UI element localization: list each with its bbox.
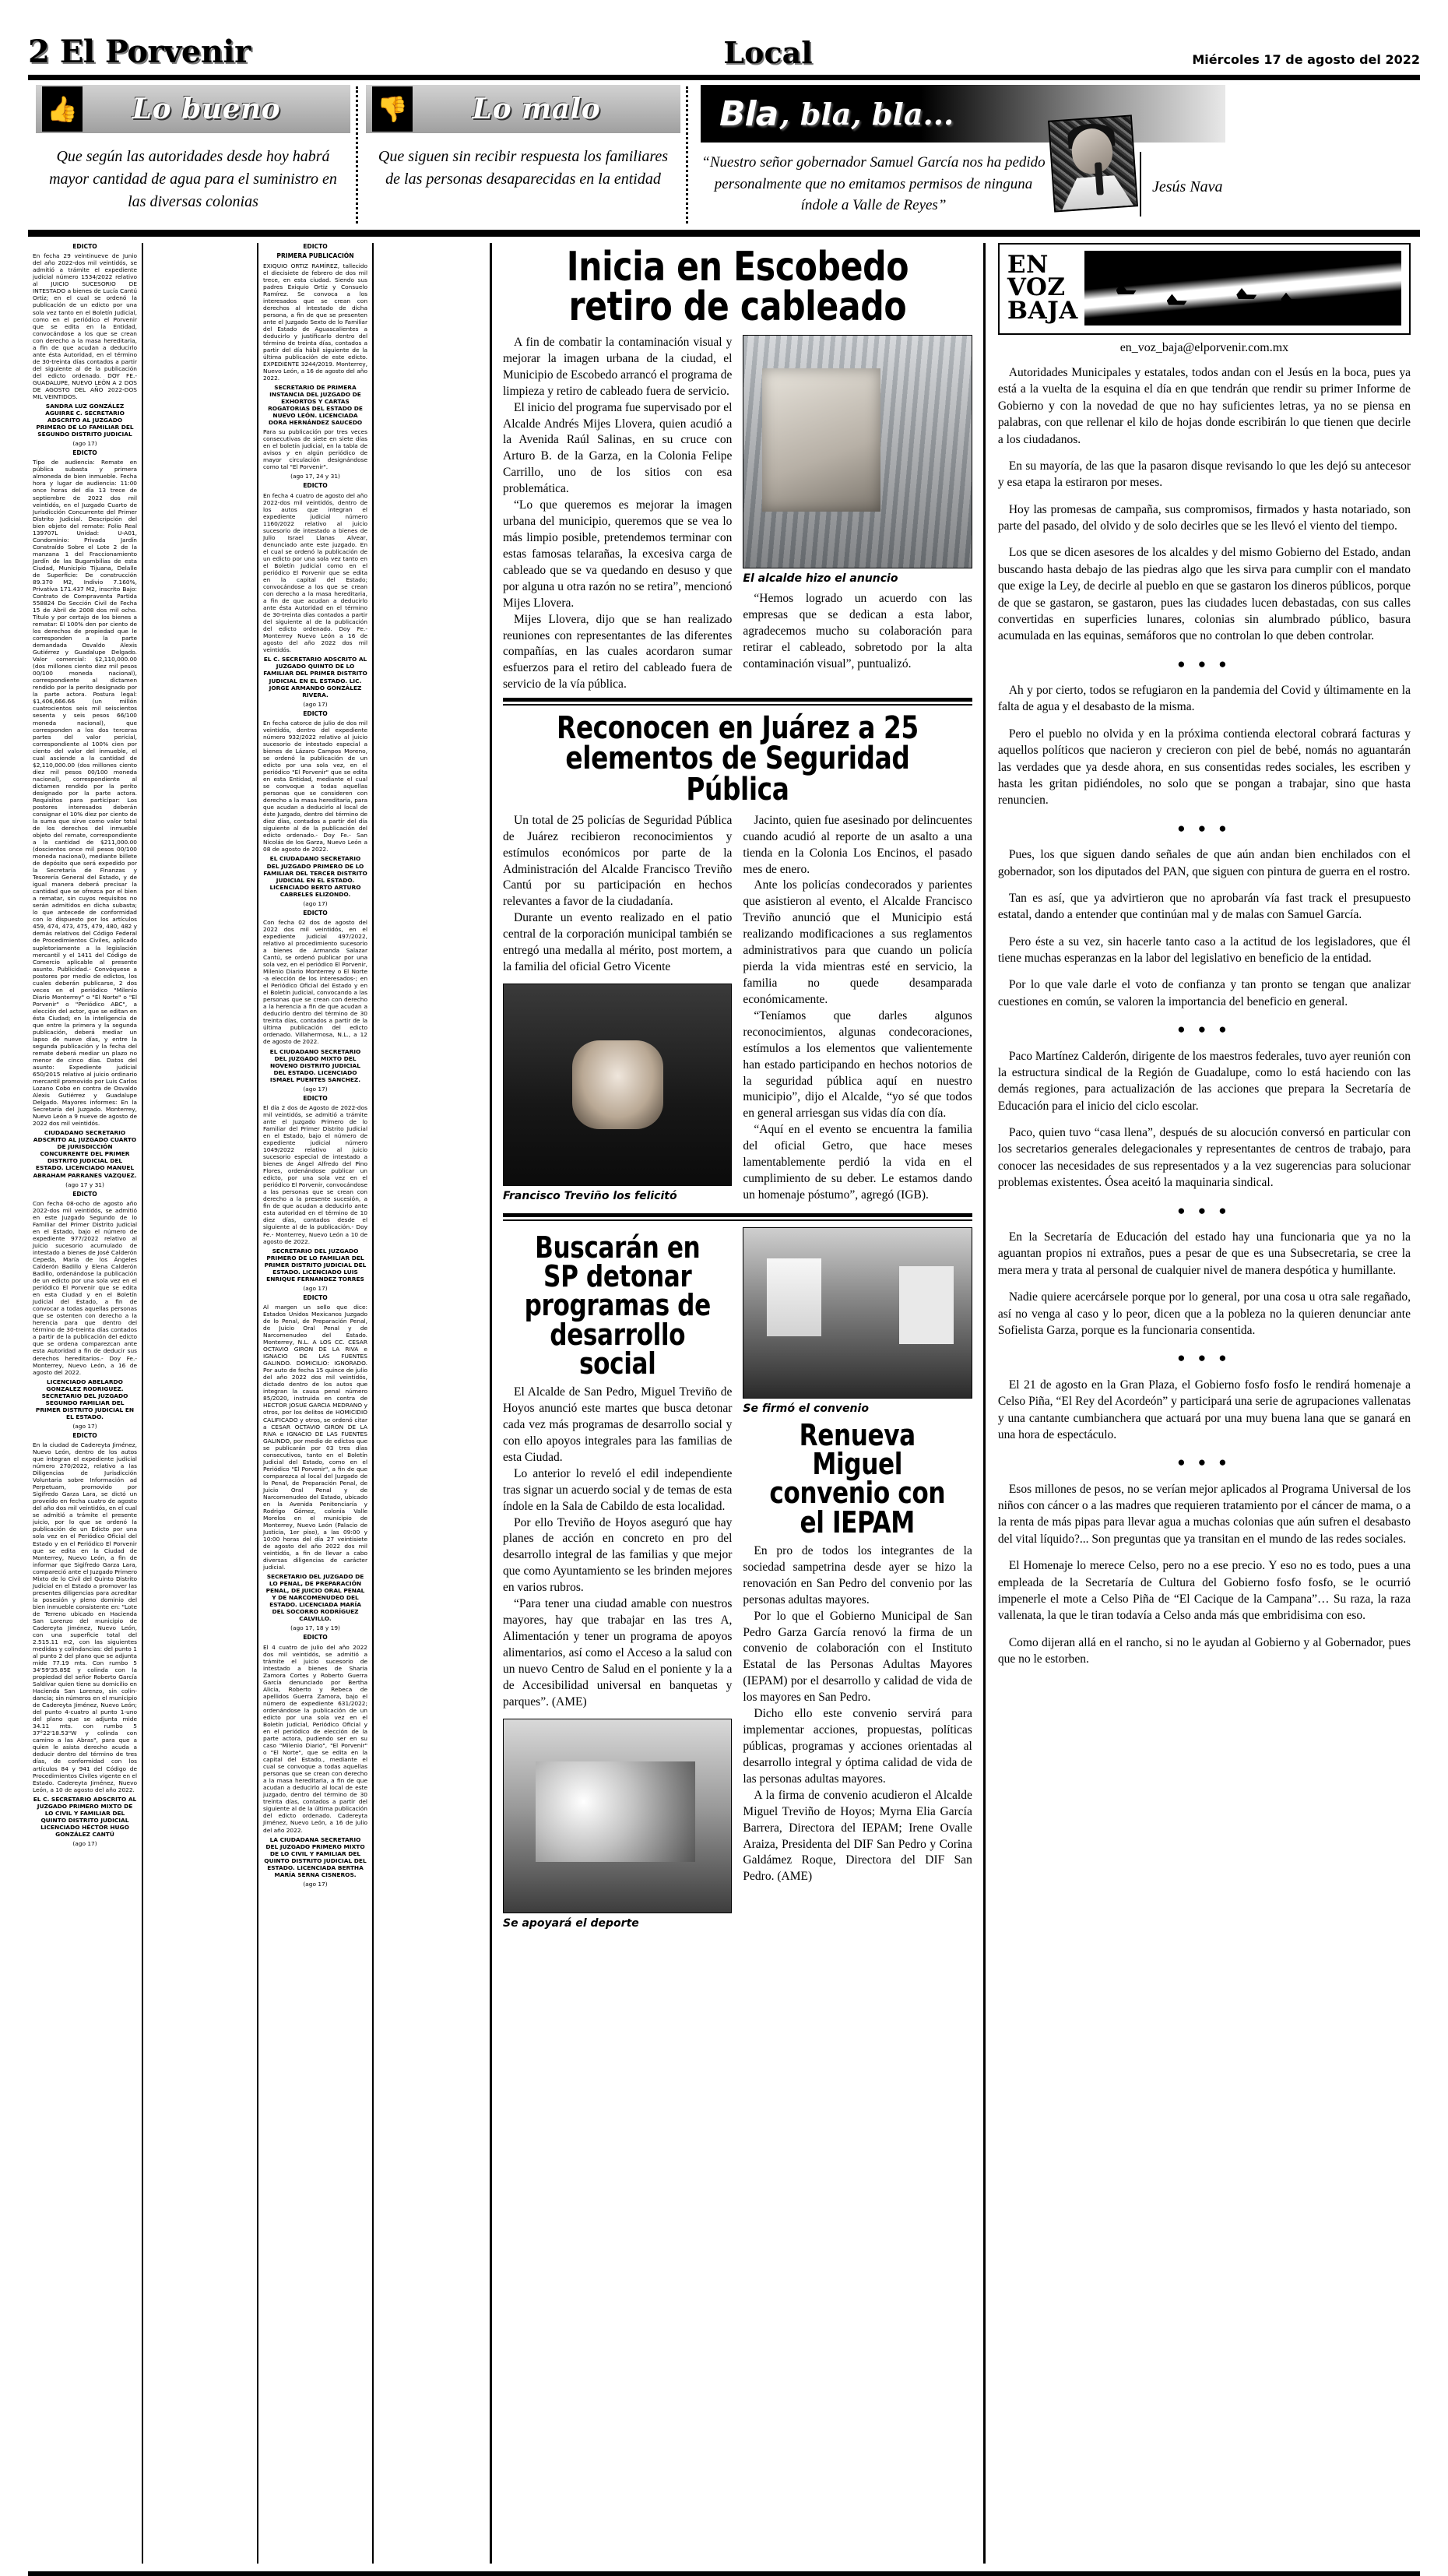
edict-title: EDICTO <box>303 1634 328 1642</box>
edict-title: EDICTO <box>72 449 97 457</box>
en-voz-baja-header <box>998 243 1411 335</box>
article-paragraph: Ante los policías condecorados y parientes que asistieron al evento, el Alcalde Francisco Treviño anunció que el Municipio está realizando modificaciones a sus reglamentos administrativos para que cuando un policía pierda la vida mientras esté en servicio, la familia no quede desamparada económicamente. <box>743 878 972 1006</box>
opinion-paragraph: El Homenaje lo merece Celso, pero no a ese precio. Y eso no es todo, pues a una empleada de la Secretaría de Cultura del Gobierno fosfo fosfo, se le ocurrió impenerle el mote a Celso Piña de “El Cacique de la Campana”… Su raza, la raza vallenata, la que le tiran todavía a Celso anda más que embridisima con eso. <box>997 1559 1411 1623</box>
edict-date: (ago 17) <box>303 700 328 708</box>
en-voz-baja-title: EN VOZ BAJA <box>1007 251 1078 325</box>
caption-reconocimiento: Francisco Treviño los felicitó <box>503 1189 677 1202</box>
article-juarez-col1-wrap <box>503 813 732 1209</box>
photo-deporte <box>503 1719 732 1913</box>
headline-juarez: Reconocen en Juárez a 25 elementos de Seguridad Pública <box>557 710 919 808</box>
bla-title-rest: , bla, bla... <box>779 96 954 132</box>
news-column <box>490 243 986 2564</box>
edict-body: En fecha 4 cuatro de agosto del año 2022-dos mil veintidós, dentro de los autos que integran el expediente judicial número 1160/2022 relativo al juicio sucesorio de intestado a bienes de Julio Israel Llanas Alvear, denunciado ante este juzgado. En el cual se ordenó la publicación de un edicto por una sola vez tanto en el Boletín Judicial como en el periódico El Porvenir que se edita en la capital del Estado; convocándose a los que se crean con derecho a la masa hereditaria, a fin de que acudan a deducirlo ante ésta Autoridad en el término de 30-treinta días contados a partir del siguiente al de la publicación del edicto ordenado. Doy Fe.- Monterrey Nuevo León a 16 de agosto del año 2022 dos mil veintidós. <box>263 491 367 654</box>
edict-date: (ago 17, 18 y 19) <box>290 1624 340 1632</box>
edict-body: El 4 cuatro de julio del año 2022 dos mil veintidós, se admitió a trámite el juicio sucesorio de intestado a bienes de Sharia Zamora Cortes y Roberto Guerra García denunciado por Bertha Alicia, Roberto y Rebeca de apellidos Guerra Zamora, bajo el número de expediente 631/2022; ordenándose la publicación de un edicto por una sola vez en el Boletín Judicial, Periódico Oficial y en el periódico de elección de la parte actora, pudiendo ser en su caso "Milenio Diario", "El Porvenir" o "El Norte", que se edita en la capital del Estado., mediante el cual se convoque a todas aquellas personas que se crean con derecho a la masa hereditaria, a fin de que acudan a deducirlo al local de este juzgado, dentro del término de 30 treinta días, contados a partir del siguiente al de la última publicación del edicto ordenado. Cadereyta Jiménez, Nuevo León, a 16 de julio del año 2022. <box>263 1643 367 1834</box>
opinion-paragraph: Paco, quien tuvo “casa llena”, después de su alocución conversó en particular con los secretarios generales delegacionales y representantes de centros de trabajo, para conocer las necesidades de sus representados y a la vez sugerencias para solucionar problemas existentes. Ósea aceitó la maquinaria sindical. <box>997 1126 1411 1190</box>
banner-lo-malo <box>358 85 688 225</box>
headline-iepam: Renueva Miguel convenio con el IEPAM <box>769 1417 946 1540</box>
photo-convenio <box>743 1227 972 1399</box>
article-juarez-col2 <box>743 813 972 1209</box>
edict-column-3 <box>258 243 374 2564</box>
caption-convenio: Se firmó el convenio <box>743 1402 869 1415</box>
edict-date: (ago 17 y 31) <box>65 1181 104 1188</box>
article-paragraph: A la firma de convenio acudieron el Alcalde Miguel Treviño de Hoyos; Myrna Elia García Barrera, Directora del IEPAM; Irene Ovalle Araiza, Presidenta del DIF San Pedro y Corina Galdámez Roque, Directora del DIF San Pedro. (AME) <box>743 1788 972 1884</box>
edict-date: (ago 17) <box>303 899 328 907</box>
page-bottom-rule <box>28 2571 1420 2576</box>
article-paragraph: “Hemos logrado un acuerdo con las empresas que se dedican a esta labor, agradecemos mucho su colaboración para retirar el cableado, sobretodo por la alta contaminación visual”, puntualizó. <box>743 591 972 670</box>
opinion-paragraph: Paco Martínez Calderón, dirigente de los maestros federales, tuvo ayer reunión con la estructura sindical de la Región de Guadalupe, como lo está haciendo con las demás regiones, para actualización de las acciones que prepara la Secretaría de Educación para el inicio del ciclo escolar. <box>997 1049 1411 1113</box>
opinion-paragraph: En su mayoría, de las que la pasaron disque revisando lo que les dejó su antecesor y esa etapa la estiraron por meses. <box>997 459 1411 490</box>
lo-bueno-text: Que según las autoridades desde hoy habrá mayor cantidad de agua para el suministro en las diversas colonias <box>49 148 337 210</box>
article-divider-1 <box>503 698 972 706</box>
opinion-paragraph: Pero el pueblo no olvida y en la próxima contienda electoral cobrará facturas y aquellos políticos que nacieron y crecieron con piel de bebé, nomás no aguantarán las verdades que ya desde ahora, en sus consentidas redes sociales, les escriben y hasta les gritan pidiéndoles, no solo que se pongan a trabajar, sino que hasta renuncien. <box>997 727 1411 808</box>
opinion-paragraph: Nadie quiere acercársele porque por lo general, por una cosa u otra sale regañado, así no venga al caso y lo peor, dicen que a la pobleza no la quieren denunciar ante Sofielista Garza, porque es la funcionaria consentida. <box>997 1290 1411 1337</box>
article-paragraph: Un total de 25 policías de Seguridad Pública de Juárez recibieron reconocimientos y estímulos económicos por parte de la Administración del Alcalde Francisco Treviño Cantú por su participación en hechos relevantes a favor de la ciudadanía. <box>503 813 733 909</box>
edict-title: EDICTO <box>72 1190 97 1198</box>
article-sanpedro-iepam <box>503 1227 972 1936</box>
article-paragraph: Por ello Treviño de Hoyos aseguró que hay planes de acción en concreto en pro del desarrollo integral de las familias y que mejor que como Ayuntamiento se les brinden mejores en varios rubros. <box>503 1515 733 1595</box>
caption-cableado: El alcalde hizo el anuncio <box>743 572 898 585</box>
edict-body: En fecha 29 veintinueve de Junio del año 2022-dos mil veintidós, se admitió a trámite el expediente judicial número 1534/2022 relativo al JUICIO SUCESORIO DE INTESTADO a bienes de Lucía Cantú Ortiz; en el cual se ordenó la publicación de un edicto por una sola vez tanto en el Boletín Judicial, como en el periódico el Porvenir que se edita en la Entidad, convocándose a los que se crean con derecho a la masa hereditaria, a fin de que acudan a deducirlo ante ésta Autoridad, en el término de 30-treinta días contados a partir del siguiente al de la publicación del edicto ordenado. DOY FE.- GUADALUPE, NUEVO LEÓN A 2 DOS DE AGOSTO DEL AÑO 2022-DOS MIL VEINTIDOS. <box>33 252 137 400</box>
page-title: 2 El Porvenir <box>28 33 251 70</box>
article-paragraph: “Teníamos que darles algunos reconocimientos, algunas condecoraciones, estímulos a los elementos que valientemente han estado participando en hechos notorios de la seguridad pública aquí en nuestro municipio”, dijo el Alcalde, “yo sé que todos en general arriesgan sus vidas día con día. <box>743 1008 972 1121</box>
edict-date: (ago 17) <box>303 1284 328 1292</box>
edict-date: (ago 17) <box>72 440 97 448</box>
edict-title: EDICTO <box>303 709 328 717</box>
opinion-body <box>998 364 1411 1667</box>
photo-cableado <box>743 335 972 568</box>
edict-signoff: SECRETARIO DEL JUZGADO DE LO PENAL, DE PREPARACIÓN PENAL, DE JUICIO ORAL PENAL Y DE NARCOMENUDEO DEL ESTADO. LICENCIADA MARÍA DEL SOCORRO RODRÍGUEZ CALVILLO. <box>265 1573 365 1623</box>
lo-bueno-strip <box>36 85 350 133</box>
article-paragraph: Mijes Llovera, dijo que se han realizado reuniones con representantes de las diferentes compañías, en las cuales acordaron sumar esfuerzos para el retiro del cableado fuera de servicio de la vía pública. <box>503 612 733 692</box>
edict-body: Al margen un sello que dice: Estados Unidos Mexicanos Juzgado de lo Penal, de Preparación Penal, de Juicio Oral Penal y de Narcomenudeo del Estado. Monterrey, N.L. A LOS CC. CESAR OCTAVIO GIRON DE LA RIVA e IGNACIO DE LAS FUENTES GALINDO. DOMICILIO: IGNORADO. Por auto de fecha 15 quince de julio del año 2022 dos mil veintidós, dictado dentro de los autos que integran la causa penal número 85/2020, instruida en contra de HECTOR JOSUE GARCIA MEDRANO y otros, por los delitos de HOMICIDIO CALIFICADO y otros, se ordenó citar a CESAR OCTAVIO GIRON DE LA RIVA e IGNACIO DE LAS FUENTES GALINDO, por medio de edictos que se publicarán por 03 tres días consecutivos, tanto en el Boletín Judicial del Estado, como en el Periódico "El Porvenir", a fin de que comparezca al local del Juzgado de lo Penal, de Preparación Penal, de Juicio Oral Penal y de Narcomenudeo del Estado, ubicado en la Avenida Penitenciaría y Rodrigo Gómez, colonia Valle Morelos en el municipio de Monterrey, Nuevo León (Palacio de Justicia, 1er piso), a las 09:00 y 10:00 horas del día 27 veintisiete de agosto del año 2022 dos mil veintidós, a fin de llevar a cabo diversas diligencias de carácter judicial. <box>263 1304 367 1571</box>
quoted-person-photo <box>1048 114 1138 212</box>
edict-body: Tipo de audiencia: Remate en pública subasta y primera almoneda de bien inmueble. Fecha hora y lugar de audiencia: 11:00 once horas del día 13 trece de septiembre de 2022 dos mil veintidós, en el Juzgado Cuarto de Jurisdicción Concurrente del Primer Distrito Judicial. Descripción del bien objeto del remate: Folio Real 139707L Unidad: U-A01, Condominio: Privada Jardín Constraído Sobre el Lote 2 de la manzana 1 del Fraccionamiento Jardín de las Bugambilias de esta Ciudad, Municipio Tijuana, Delalle de Superficie: De construcción 89.370 M2, Indivio 7.160%, Privativa 171.437 M2, inscrito Bajo: Contrato de Compraventa Partida 558824 Do Sección Civil de Fecha 15 de Abril de 2008 dos mil ocho. Título y por certajo de los bienes a rematar: El 100% den por ciento de los derechos de propiedad que le corresponden a la parte demandada Osvaldo Alexis Gutiérrez y Guadalupe Delgado. Valor comercial: $2,110,000.00 (dos millones ciento diez mil pesos 00/100 moneda nacional), correspondiente al dictamen rendido por la perito designado por la parte actora. Postura legal: $1,406,666.66 (un millón cuatrocientos seis mil seiscientos sesenta y seis pesos 66/100 moneda nacional), que corresponden a los dos terceras partes del valor pericial, correspondiente al 100% cien por ciento del valor del inmueble, el cual asciende a la cantidad de $2,110,000.00 (dos millones ciento diez mil pesos 00/100 moneda nacional), correspondiente al dictamen rendido por la perito designado por la parte actora. Requisitos para participar: Los postores interesados deberán consignar el 10% diez por ciento de la suma que sirve como valor total de los derechos del inmueble objeto del remate, correspondiente a la cantidad de $211,000.00 (doscientos once mil pesos 00/100 moneda nacional), mediante billete de depósito que será expedido por la Secretaría de Finanzas y Tesorería General del Estado, y de igual manera deberá precisar la cantidad que se ofrezca por el bien a rematar, sin cuyos requisitos no serán admitidos en dicha subasta; lo que antecede de conformidad con lo dispuesto por los artículos 459, 474, 473, 475, 479, 480, 482 y demás relativos del Código Federal de Procedimientos Civiles, aplicado supletoriamente a la legislación mercantil y el 1411 del Código de Comercio aplicable al presente asunto. Publicidad.- Convóquese a postores por medio de edictos, los cuales deberán publicarse, 2 dos veces en el periódico "Milenio Diario Monterrey" o "El Norte" o "El Porvenir" o "Periódico ABC", a elección del actor, que se editan en ésta Ciudad; en la inteligencia de que entre la primera y la segunda publicación, deberá mediar un lapso de nueve días, y entre la segunda publicación y la fecha del remate deberá mediar un plazo no menor de cinco días. Datos del asunto: Expediente judicial 650/2015 relativo al juicio ordinario mercantil promovido por Luis Carlos Lozano Cobo en contra de Osvaldo Alexis Gutiérrez y Guadalupe Delgado. Mayores informes: En la Secretaría del Juzgado. Monterrey, Nuevo León a 9 nueve de agosto de 2022 dos mil veintidós. <box>33 459 137 1128</box>
article-juarez-col1 <box>503 813 732 976</box>
edict-date: (ago 17) <box>303 1085 328 1093</box>
edict-date: (ago 17) <box>72 1422 97 1430</box>
edict-date: (ago 17, 24 y 31) <box>290 473 340 480</box>
article-escobedo <box>503 244 972 693</box>
banner-lo-bueno <box>28 85 358 225</box>
article-paragraph: Por lo que el Gobierno Municipal de San Pedro Garza García renovó la firma de un convenio de colaboración con el Instituto Estatal de las Personas Adultas Mayores (IEPAM) por el desarrollo y calidad de vida de los mayores en San Pedro. <box>743 1609 972 1705</box>
edict-column-1 <box>28 243 143 2564</box>
opinion-separator: ● ● ● <box>1177 1022 1232 1037</box>
article-paragraph: El inicio del programa fue supervisado por el Alcalde Andrés Mijes Llovera, quien acudió a la Avenida Raúl Salinas, en su cruce con Arturo B. de la Garza, en la Colonia Felipe Carrillo, uno de los sitios con esa problemática. <box>503 400 733 496</box>
bla-author: Jesús Nava <box>1140 152 1225 216</box>
issue-date: Miércoles 17 de agosto del 2022 <box>1192 52 1420 67</box>
masthead <box>23 0 1425 70</box>
edict-title: EDICTO <box>303 909 328 917</box>
opinion-paragraph: Autoridades Municipales y estatales, todos andan con el Jesús en la boca, pues ya está a la vuelta de la esquina el día en que tendrán que rendir su primer Informe de Gobierno y con la novedad de que no hay suficientes letras, ya no se piensa en palabras, con que rellenar el kilo de hojas donde escribirán lo que tienen que decirle a los ciudadanos. <box>997 366 1411 446</box>
opinion-paragraph: Por lo que vale darle el voto de confianza y tan pronto se tengan que analizar cuestiones en común, se valoren la importancia del beneficio en general. <box>997 978 1411 1008</box>
bla-bla-strip <box>701 85 1225 143</box>
edict-title: EDICTO <box>303 482 328 490</box>
edict-subtitle: PRIMERA PUBLICACIÓN <box>276 252 354 260</box>
edict-body: En fecha catorce de julio de dos mil veintidós, dentro del expediente número 932/2022 relativo al juicio sucesorio de intestado especial a bienes de Lázaro Campos Moreno, se ordenó la publicación de un edicto por una sola vez, en el periódico "El Porvenir" que se edita en esta Entidad, mediante el cual se convoque a todas aquellas personas que se consideren con derecho a la masa hereditaria, para que acudan a deducirlo al local de éste Juzgado, dentro del término de diez días, contados a partir del día siguiente al de la publicación del edicto ordenado.- Doy Fe.- San Nicolás de los Garza, Nuevo León a 08 de agosto de 2022. <box>263 719 367 853</box>
edict-signoff: LA CIUDADANA SECRETARIO DEL JUZGADO PRIMERO MIXTO DE LO CIVIL Y FAMILIAR DEL QUINTO DISTRITO JUDICIAL DEL ESTADO. LICENCIADA BERTHA MARÍA SERNA CISNEROS. <box>264 1835 367 1878</box>
thumbs-up-icon: 👍 <box>42 86 83 132</box>
lo-bueno-title: Lo bueno <box>132 93 281 125</box>
edict-body: El día 2 dos de Agosto de 2022-dos mil veintidós, se admitió a trámite ante el Juzgado Primero de lo Familiar del Primer Distrito Judicial en el Estado, bajo el número de expediente judicial número 1049/2022 relativo al juicio sucesorio especial de intestado a bienes de Ángel Alfredo del Pino Flores, ordenándose publicar un edicto, por una sola vez en el periódico El Porvenir, convocándose a las personas que se crean con derecho a la presente sucesión, a fin de que acudan a deducirlo ante esta autoridad en el término de 10 diez días, contados desde el siguiente al de la publicación.- Doy Fe.- Monterrey, Nuevo León a 10 de agosto de 2022. <box>263 1103 367 1245</box>
article-paragraph: A fin de combatir la contaminación visual y mejorar la imagen urbana de la ciudad, el Municipio de Escobedo arrancó el programa de limpieza y retiro de cableado fuera de servicio. <box>503 335 733 398</box>
article-juarez <box>503 710 972 1209</box>
lo-malo-strip <box>366 85 680 133</box>
article-escobedo-col1 <box>503 335 732 693</box>
article-escobedo-col2-wrap <box>743 335 972 693</box>
article-paragraph: Lo anterior lo reveló el edil independiente tras signar un acuerdo social y de temas de esta índole en la Sala de Cabildo de esta localidad. <box>503 1466 733 1513</box>
opinion-separator: ● ● ● <box>1177 656 1232 671</box>
opinion-separator: ● ● ● <box>1177 1455 1232 1470</box>
edict-note: Para su publicación por tres veces consecutivas de siete en siete días en el boletín judicial, en la tabla de avisos y en algún periódico de mayor circulación designándose como tal "El Porvenir". <box>263 428 367 471</box>
opinion-paragraph: Pues, los que siguen dando señales de que aún andan bien enchilados con el gobernador, son los diputados del PAN, que siguen con pintura de guerra en el rostro. <box>997 848 1411 878</box>
edict-signoff: CIUDADANO SECRETARIO ADSCRITO AL JUZGADO CUARTO DE JURISDICCIÓN CONCURRENTE DEL PRIMER DISTRITO JUDICIAL DEL ESTADO. LICENCIADO MANUEL ABRAHAM PARRANES VAZQUEZ. <box>33 1129 137 1179</box>
opinion-column <box>986 243 1420 2564</box>
lo-malo-text: Que siguen sin recibir respuesta los familiares de las personas desaparecidas en la entidad <box>378 148 669 188</box>
edict-signoff: SANDRA LUZ GONZÁLEZ AGUIRRE C. SECRETARIO ADSCRITO AL JUZGADO PRIMERO DE LO FAMILIAR DEL SEGUNDO DISTRITO JUDICIAL <box>36 402 134 438</box>
article-escobedo-col2 <box>743 591 972 673</box>
section-title: Local <box>723 35 813 70</box>
article-paragraph: Durante un evento realizado en el patio central de la corporación municipal también se entregó una medalla al mérito, post mortem, a la familia del oficial Getro Vicente <box>503 911 733 974</box>
thumbs-down-icon: 👎 <box>372 86 413 132</box>
edict-body: Con fecha 02 dos de agosto del 2022 dos mil veintidós, en el expediente judicial 497/2022, relativo al procedimiento sucesorio a bienes de Armanda Salazar Cantú, se ordenó publicar por una sola vez, en el periódico El Porvenir, Milenio Diario Monterrey o El Norte -a elección de los interesados-; en el Periódico Oficial del Estado y en el Boletín Judicial, convocando a las personas que se crean con derecho a la herencia a fin de que acudan a deducirlo dentro del término de 30 treinta días, contados a partir de la última publicación del edicto ordenado. Villahermosa, N.L., a 12 de agosto de 2022. <box>263 918 367 1046</box>
edict-title: EDICTO <box>72 1431 97 1439</box>
edict-body: En la ciudad de Cadereyta Jiménez, Nuevo León, dentro de los autos que integran el expediente judicial número 270/2022, relativo a las Diligencias de Jurisdicción Voluntaria sobre Información ad Perpetuam, promovido por Sigifredo Garza Lara, se dictó un proveído en fecha cuatro de agosto del año dos mil veintidós, en el cual se admitió a trámite el presente juicio, por lo que se ordenó la publicación de un Edicto por una sola vez en el Periódico Oficial del Estado y en el Periódico El Porvenir que se edita en la Ciudad de Monterrey, Nuevo León, a fin de informar que Sigifredo Garza Lara, compareció ante el Juzgado Primero Mixto de lo Civil del Quinto Distrito Judicial en el Estado a promover las presentes diligencias para acreditar la posesión y pleno dominio del bien inmueble consistente en: "Lote de Terreno ubicado en Hacienda San Lorenzo del municipio de Cadereyta Jiménez, Nuevo León, con una superficie total del 2.515.11 m2, con las siguientes medidas y colindancias: del punto 1 al punto 2 del plano que se adjunta mide 77.19 mts. Con rumbo 5 34'59'35.85E y colinda con la propiedad del señor Roberto García Saldívar quien tiene su domicilio en Hacienda San Lorenzo, sin colin- dancia; sin números en el municipio de Cadereyta Jiménez, Nuevo León; del punto 4-cuatro al punto 1-uno del plano que se adjunta mide 34.11 mts. con rumbo 5 37°22'18.53"W y colinda con camino a las Abras", para que a quien le asista derecho acuda a deducir dentro del término de tres días, de conformidad con los artículos 84 y 941 del Código de Procedimientos Civiles vigente en el Estado. Cadereyta Jiménez, Nuevo León, a 10 de agosto del año 2022. <box>33 1441 137 1793</box>
edict-body: Con fecha 08-ocho de agosto año 2022-dos mil veintidós, se admitió en este Juzgado Segundo de lo Familiar del Primer Distrito Judicial en el Estado, bajo el número de expediente 977/2022 relativo al Juicio sucesorio acumulado de intestado a bienes de José Calderón Cepeda, María de los Ángeles Calderón Badillo y Elena Calderón Badillo, ordenándose la publicación de un edicto por una sola vez en el periódico El Porvenir que se edita en esta Ciudad y en el Boletín Judicial del Estado, a fin de convocar a todas aquellas personas que se ostenten con derecho a la herencia para que dentro del término de 30-treinta días contados a partir de la publicación del edicto que se ordena comparezcan ante esta Autoridad a fin de deducir sus derechos hereditarios.- Doy Fe.- Monterrey, Nuevo León, a 16 de agosto del 2022. <box>33 1199 137 1376</box>
banner-bottom-rule <box>28 230 1420 237</box>
edict-signoff: EL C. SECRETARIO ADSCRITO AL JUZGADO PRIMERO MIXTO DE LO CIVIL Y FAMILIAR DEL QUINTO DISTRITO JUDICIAL LICENCIADO HÉCTOR HUGO GONZÁLEZ CANTÚ <box>33 1795 137 1838</box>
opinion-paragraph: Tan es así, que ya advirtieron que no aprobarán vía fast track el presupuesto estatal, dando a entender que continúan mal y de malas con Samuel García. <box>997 891 1411 922</box>
headline-sanpedro: Buscarán en SP detonar programas de desarrollo social <box>524 1230 711 1381</box>
edict-signoff: LICENCIADO ABELARDO GONZALEZ RODRIGUEZ. SECRETARIO DEL JUZGADO SEGUNDO FAMILIAR DEL PRIMER DISTRITO JUDICIAL EN EL ESTADO. <box>35 1378 135 1420</box>
edict-signoff: EL CIUDADANO SECRETARIO DEL JUZGADO PRIMERO DE LO FAMILIAR DEL TERCER DISTRITO JUDICIAL EN EL ESTADO. LICENCIADO BERTO ARTURO CABRELES ELIZONDO. <box>263 855 367 898</box>
mountains-illustration-icon <box>1084 251 1401 326</box>
legal-notices-section <box>28 243 490 2564</box>
article-paragraph: Dicho ello este convenio servirá para implementar acciones, propuestas, políticas públicas, programas y acciones orientadas al desarrollo integral y óptima calidad de vida de las personas adultas mayores. <box>743 1707 972 1786</box>
headline-escobedo: Inicia en Escobedo retiro de cableado <box>566 244 909 330</box>
article-divider-2 <box>503 1213 972 1221</box>
opinion-paragraph: En la Secretaría de Educación del estado hay una funcionaria que ya no la aguantan propios ni extraños, pues a pesar de que es una Subsecretaria, se cree la mera mera y trata al personal de cualquier nivel de manera despótica y humillante. <box>997 1230 1411 1277</box>
opinion-banner <box>28 85 1420 225</box>
edict-title: EDICTO <box>72 243 97 250</box>
edict-signoff: EL C. SECRETARIO ADSCRITO AL JUZGADO QUINTO DE LO FAMILIAR DEL PRIMER DISTRITO JUDICIAL EN EL ESTADO. LIC. JORGE ARMANDO GONZÁLEZ RIVERA. <box>263 656 367 699</box>
caption-deporte: Se apoyará el deporte <box>503 1916 639 1930</box>
opinion-paragraph: Como dijeran allá en el rancho, si no le ayudan al Gobierno y al Gobernador, pues que no le estorben. <box>997 1635 1411 1666</box>
article-sanpedro <box>503 1227 732 1936</box>
banner-bla-bla <box>688 85 1233 225</box>
edict-title: EDICTO <box>303 1094 328 1102</box>
opinion-separator: ● ● ● <box>1177 1202 1232 1218</box>
lo-malo-title: Lo malo <box>472 93 601 125</box>
bla-quote: “Nuestro señor gobernador Samuel García nos ha pedido personalmente que no emitamos permisos de ninguna índole a Valle de Reyes” <box>701 154 1046 214</box>
opinion-paragraph: Los que se dicen asesores de los alcaldes y del mismo Gobierno del Estado, andan buscando hasta debajo de las piedras algo que les sirva para cumplir con el mandato que exige la Ley, de decirle al pueblo en que se gastaron los dineros públicos, porque de que se gastaron, se gastaron, pues las ciudades lucen debastadas, con sus calles convertidas en superficies lunares, colonias sin alumbrado público, basura acumulada en las equinas, semáforos que no controlan lo que deben controlar. <box>997 546 1411 643</box>
article-paragraph: El Alcalde de San Pedro, Miguel Treviño de Hoyos anunció este martes que busca detonar cada vez más programas de desarrollo social y con ello apoyos integrales para las familias de esta Ciudad. <box>503 1385 733 1464</box>
edict-signoff: SECRETARIO DE PRIMERA INSTANCIA DEL JUZGADO DE EXHORTOS Y CARTAS ROGATORIAS DEL ESTADO DE NUEVO LEÓN. LICENCIADA DORA HERNÁNDEZ SAUCEDO <box>268 384 363 427</box>
edict-column-4 <box>374 243 489 2564</box>
edict-signoff: SECRETARIO DEL JUZGADO PRIMERO DE LO FAMILIAR DEL PRIMER DISTRITO JUDICIAL DEL ESTADO. LICENCIADO LUIS ENRIQUE FERNANDEZ TORRES <box>264 1247 367 1283</box>
article-paragraph: Jacinto, quien fue asesinado por delincuentes cuando acudió al reporte de un asalto a una tienda en la Colonia Los Encinos, el pasado mes de enero. <box>743 813 972 876</box>
article-sanpedro-body <box>503 1385 732 1710</box>
opinion-paragraph: Esos millones de pesos, no se verían mejor aplicados al Programa Universal de los niños con cáncer o a las madres que requieren tratamiento por el cáncer de mama, o a la renta de más pipas para llevar agua a muchas colonias que aún sufren el desabasto del vital líquido?... Son preguntas que ya transitan en el mundo de las redes sociales. <box>997 1482 1411 1546</box>
edict-date: (ago 17) <box>303 1880 328 1888</box>
article-iepam-body <box>743 1543 972 1885</box>
edict-title: EDICTO <box>303 1293 328 1301</box>
bla-title-bold: Bla <box>719 93 778 134</box>
opinion-separator: ● ● ● <box>1177 1350 1232 1366</box>
content-grid <box>28 243 1420 2564</box>
edict-column-2 <box>143 243 258 2564</box>
edict-signoff: EL CIUDADANO SECRETARIO DEL JUZGADO MIXTO DEL NOVENO DISTRITO JUDICIAL DEL ESTADO. LICENCIADO ISMAEL PUENTES SANCHEZ. <box>269 1047 361 1083</box>
edict-body: EXIQUIO ORTIZ RAMÍREZ, tallecido el diecisiete de febrero de dos mil trece, en esta ciudad. Siendo sus padres Exiquio Ortiz y Consuelo Ramírez. Se convoca a los interesados que se crean con derechos al intestado de dicha persona, a fin de que se presenten ante el Juzgado Sexto de lo Familiar del Estado de Aguascalientes a deducirlo y justificarlo dentro del término de treinta días, contados a partir del día hábil siguiente de la última publicación de este edicto. EXPEDIENTE 3244/2019. Monterrey, Nuevo León, a 16 de agosto del año 2022. <box>263 262 367 382</box>
opinion-paragraph: Ah y por cierto, todos se refugiaron en la pandemia del Covid y últimamente en la falta de agua y el desabasto de la misma. <box>997 684 1411 714</box>
photo-reconocimiento <box>503 984 732 1186</box>
en-voz-baja-email: en_voz_baja@elporvenir.com.mx <box>1119 341 1289 354</box>
opinion-paragraph: Hoy las promesas de campaña, sus compromisos, firmados y hasta notariado, son parte del pasado, del olvido y de solo decirles que se les llevó el viento del tiempo. <box>997 502 1411 533</box>
edict-title: EDICTO <box>303 243 328 250</box>
article-iepam <box>743 1227 972 1936</box>
article-paragraph: “Lo que queremos es mejorar la imagen urbana del municipio, queremos que se vea lo más limpio posible, pretendemos terminar con estas famosas telarañas, la excesiva carga de cableado que se va quedando en desuso y que por alguna u otra razón no se retira”, mencionó Mijes Llovera. <box>503 498 733 610</box>
article-paragraph: “Aquí en el evento se encuentra la familia del oficial Getro, que hace meses lamentablemente perdió la vida en el cumplimiento de su deber. Le estamos dando un homenaje póstumo”, agregó (IGB). <box>743 1123 972 1202</box>
opinion-paragraph: Pero éste a su vez, sin hacerle tanto caso a la actitud de los legisladores, que él tiene muchas esperanzas en la labor del legislativo en beneficio de la entidad. <box>997 934 1411 966</box>
opinion-paragraph: El 21 de agosto en la Gran Plaza, el Gobierno fosfo fosfo le rendirá homenaje a Celso Piña, “El Rey del Acordeón” y participará una serie de agrupaciones vallenatas y una cantante cumbianchera que actuará por una muy buena lana que se ganará en una hora de espectáculo. <box>997 1378 1411 1441</box>
masthead-divider <box>28 75 1420 80</box>
opinion-separator: ● ● ● <box>1177 820 1232 836</box>
article-paragraph: “Para tener una ciudad amable con nuestros mayores, hay que trabajar en las tres A, Alimentación y tener un programa de apoyos alimentarios, así como el Acceso a la salud con un nuevo Centro de Salud en el poniente y la a de Accesibilidad universal en banquetas y parques”. (AME) <box>503 1597 733 1709</box>
article-paragraph: En pro de todos los integrantes de la sociedad sampetrina desde ayer se hizo la renovación en San Pedro del convenio por las personas adultas mayores. <box>743 1543 972 1606</box>
edict-date: (ago 17) <box>72 1839 97 1847</box>
